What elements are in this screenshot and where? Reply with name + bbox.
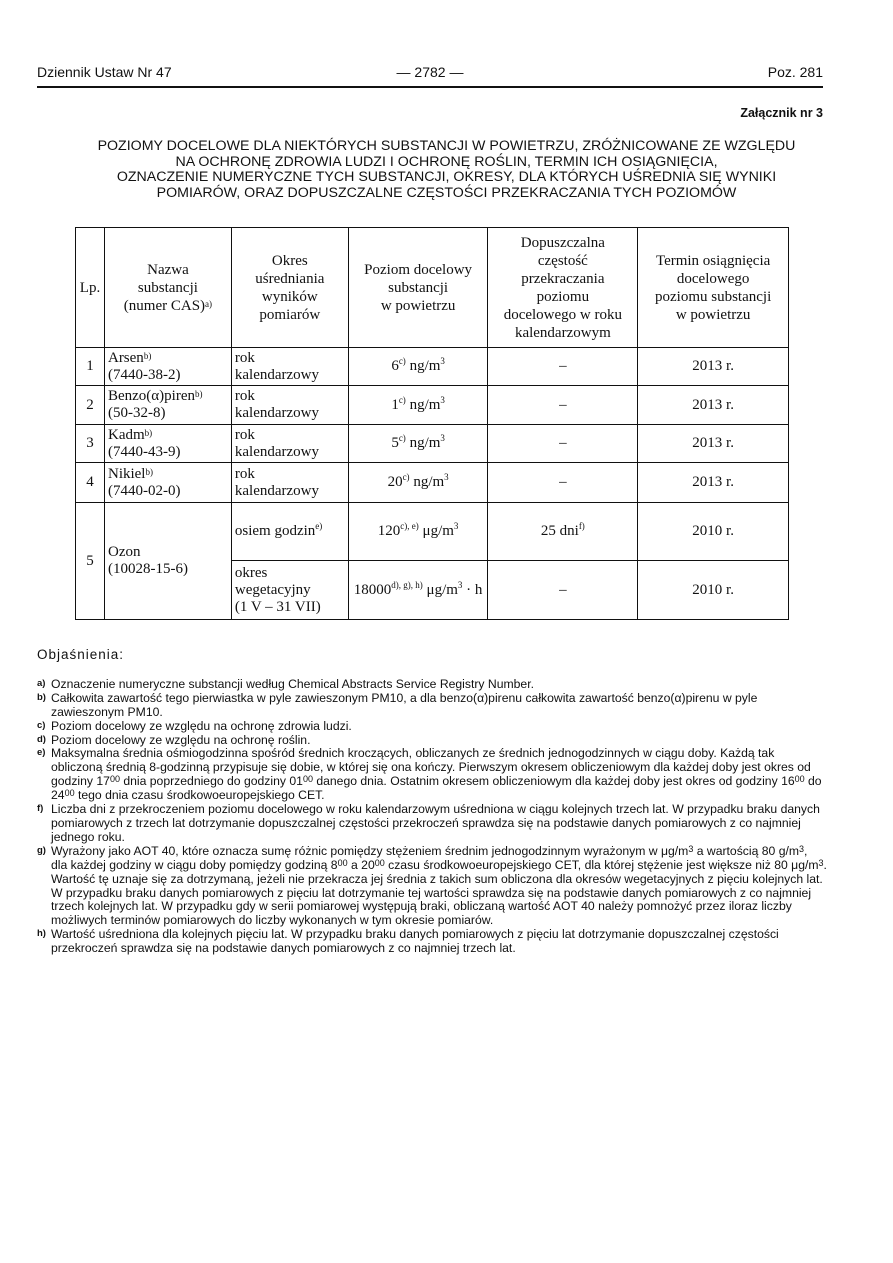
table-row: 4 Nikiel$^{b)}$ (7440-02-0) rok kalendarzowy 20$^{c)}$ $ng/m^3$ – 2013 r. [76, 463, 789, 503]
footnote-f: f) Liczba dni z przekroczeniem poziomu docelowego w roku kalendarzowym uśredniona w ciągu kolejnych trzech lat. W przypadku braku danych pomiarowych z trzech lat dotrzymanie dopuszczalnej częstości przekroczeń sprawdza się na podstawie danych pomiarowych z co najmniej jednego roku. [37, 802, 820, 844]
footnote-c: c) Poziom docelowy ze względu na ochronę zdrowia ludzi. [37, 718, 352, 733]
explanations-heading: Objaśnienia: [37, 647, 125, 662]
title-line: POZIOMY DOCELOWE DLA NIEKTÓRYCH SUBSTANCJI W POWIETRZU, ZRÓŻNICOWANE ZE WZGLĘDU [97, 138, 796, 154]
table-row: 1 Arsen$^{b)}$ (7440-38-2) rok kalendarzowy 6$^{c)}$ $ng/m^3$ – 2013 r. [76, 348, 789, 386]
journal-name: Dziennik Ustaw Nr 47 [37, 64, 172, 80]
footnote-h: h) Wartość uśredniona dla kolejnych pięciu lat. W przypadku braku danych pomiarowych z pięciu lat dotrzymanie dopuszczalnej częstości przekroczeń sprawdza się na podstawie danych pomiarowych z co najmniej trzech lat. [37, 927, 779, 956]
header-period: Okres uśredniania wyników pomiarów [231, 228, 348, 348]
footnote-g: g) Wyrażony jako AOT 40, które oznacza sumę różnic pomiędzy stężeniem średnim jednogodzinnym wyrażonym w $\mu g/m^3$ a wartością 80 $g/m^3$, dla każdej godziny w ciągu doby pomiędzy godziną $8^{00}$ a $20^{00}$ czasu środkowoeuropejskiego CET, dla której stężenie jest większe niż 80 $\mu g/m^3$. Wartość tę uznaje się za dotrzymaną, jeżeli nie przekracza jej średnia z takich sum obliczona dla okresów wegetacyjnych z pięciu kolejnych lat. W przypadku braku danych pomiarowych z pięciu lat dotrzymanie tej wartości sprawdza się na podstawie danych pomiarowych z co najmniej trzech kolejnych lat. W przypadku gdy w serii pomiarowej występują braki, obliczaną wartość AOT 40 należy pomnożyć przez iloraz liczby możliwych terminów pomiarowych do liczby wykonanych w tym okresie pomiarów. [37, 843, 827, 928]
header-lp: Lp. [76, 228, 105, 348]
document-title [40, 139, 853, 201]
footnote-e: e) Maksymalna średnia ośmiogodzinna spośród średnich kroczących, obliczanych ze średnich jednogodzinnych w ciągu doby. Każdą tak obliczoną średnią 8-godzinną przypisuje się dobie, w której się ona kończy. Pierwszym okresem obliczeniowym dla każdej doby jest okres od godziny $17^{00}$ dnia poprzedniego do godziny $01^{00}$ danego dnia. Ostatnim okresem obliczeniowym dla każdej doby jest okres od godziny $16^{00}$ do $24^{00}$ tego dnia czasu środkowoeuropejskiego CET. [37, 746, 822, 803]
page-number: — 2782 — [396, 64, 464, 80]
table-row: 3 Kadm$^{b)}$ (7440-43-9) rok kalendarzowy 5$^{c)}$ $ng/m^3$ – 2013 r. [76, 425, 789, 463]
table-row-ozone-b: okres wegetacyjny (1 V – 31 VII) $18000^{d), g), h)}$ $\mu g/m^3 \cdot h$ – 2010 r. [76, 561, 789, 620]
title-line: OZNACZENIE NUMERYCZNE TYCH SUBSTANCJI, OKRESY, DLA KTÓRYCH UŚREDNIA SIĘ WYNIKI [116, 169, 777, 185]
title-line: POMIARÓW, ORAZ DOPUSZCZALNE CZĘSTOŚCI PRZEKRACZANIA TYCH POZIOMÓW [156, 184, 737, 201]
footnote-a: a) Oznaczenie numeryczne substancji według Chemical Abstracts Service Registry Number. [37, 676, 534, 691]
header-term: Termin osiągnięcia docelowego poziomu substancji w powietrzu [638, 228, 789, 348]
title-line: NA OCHRONĘ ZDROWIA LUDZI I OCHRONĘ ROŚLIN, TERMIN ICH OSIĄGNIĘCIA, [175, 153, 718, 170]
footnote-b: b) Całkowita zawartość tego pierwiastka w pyle zawieszonym PM10, a dla benzo(α)pirenu całkowita zawartość benzo(α)pirenu w pyle zawieszonym PM10. [37, 690, 758, 719]
table-row: 2 Benzo(α)piren$^{b)}$ (50-32-8) rok kalendarzowy 1$^{c)}$ $ng/m^3$ – 2013 r. [76, 386, 789, 425]
header-frequency: Dopuszczalna częstość przekraczania poziomu docelowego w roku kalendarzowym [488, 228, 638, 348]
target-levels-table [75, 227, 789, 620]
footnote-d: d) Poziom docelowy ze względu na ochronę roślin. [37, 732, 311, 747]
page-header [37, 64, 823, 88]
header-name: Nazwa substancji (numer CAS)$^{a)}$ [104, 228, 231, 348]
table-row-ozone-a: 5 Ozon (10028-15-6) osiem godzin$^{e)}$ $120^{c), e)}$ $\mu g/m^3$ 25 dni$^{f)}$ 2010 r. [76, 503, 789, 561]
explanations [37, 648, 827, 956]
table-header-row [76, 228, 789, 348]
annex-label: Załącznik nr 3 [740, 106, 823, 120]
position-number: Poz. 281 [767, 64, 823, 80]
header-level: Poziom docelowy substancji w powietrzu [348, 228, 488, 348]
